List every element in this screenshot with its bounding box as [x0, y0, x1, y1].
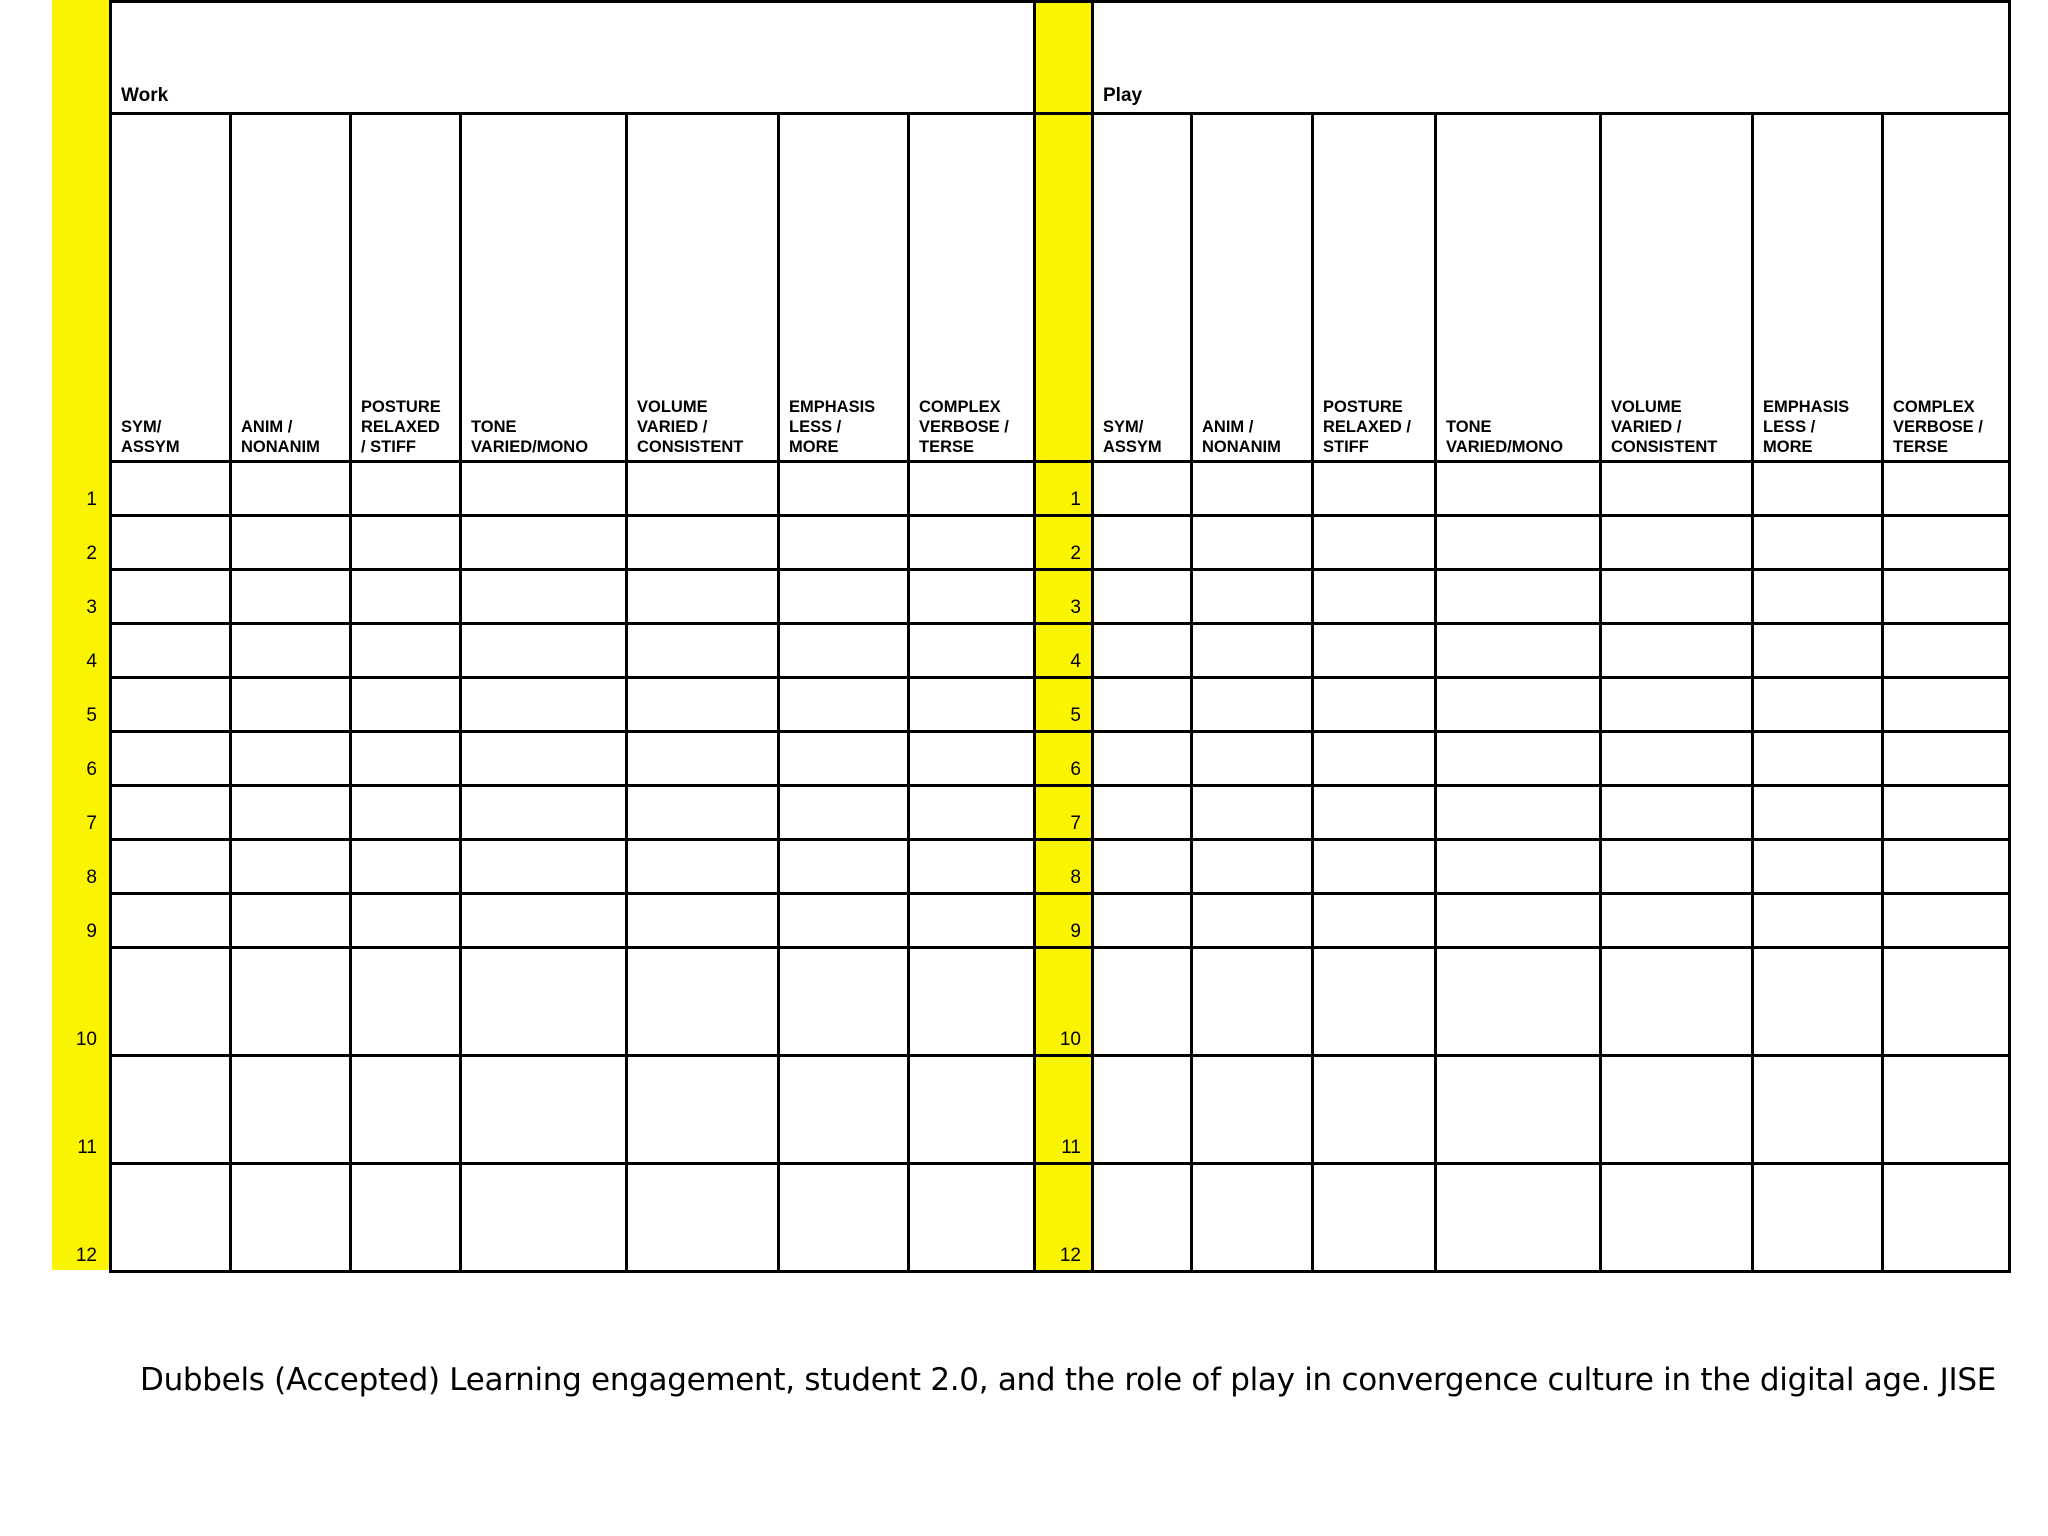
work-table-cell[interactable] — [628, 625, 777, 676]
play-table-cell[interactable] — [1754, 895, 1881, 946]
work-table-cell[interactable] — [780, 787, 907, 838]
play-table-cell[interactable] — [1314, 1165, 1434, 1270]
play-row-number: 4 — [1070, 651, 1081, 672]
play-table-cell[interactable] — [1437, 463, 1599, 514]
play-table-cell[interactable] — [1884, 733, 2008, 784]
work-table-cell[interactable] — [780, 679, 907, 730]
play-table-cell[interactable] — [1314, 1057, 1434, 1162]
work-row-number: 5 — [86, 705, 97, 726]
work-table-cell[interactable] — [910, 787, 1033, 838]
play-table-cell[interactable] — [1437, 679, 1599, 730]
grid-line — [1599, 112, 1602, 1273]
play-table-cell[interactable] — [1314, 949, 1434, 1054]
play-table-cell[interactable] — [1314, 841, 1434, 892]
grid-line — [1434, 112, 1437, 1273]
play-column-header: COMPLEX VERBOSE / TERSE — [1893, 398, 1983, 456]
work-table-cell[interactable] — [232, 625, 349, 676]
work-table-cell[interactable] — [462, 1165, 625, 1270]
work-table-cell[interactable] — [352, 571, 459, 622]
work-row-number: 10 — [75, 1029, 97, 1050]
work-table-cell[interactable] — [780, 625, 907, 676]
play-table-cell[interactable] — [1754, 679, 1881, 730]
play-table-cell[interactable] — [1193, 679, 1311, 730]
work-table-cell[interactable] — [910, 679, 1033, 730]
work-table-cell[interactable] — [462, 841, 625, 892]
grid-line — [109, 676, 2011, 679]
work-table-cell[interactable] — [910, 463, 1033, 514]
play-table-cell[interactable] — [1094, 517, 1190, 568]
work-table-cell[interactable] — [628, 787, 777, 838]
grid-line — [109, 0, 2011, 3]
grid-line — [1751, 112, 1754, 1273]
play-table-cell[interactable] — [1314, 787, 1434, 838]
play-table-cell[interactable] — [1754, 1057, 1881, 1162]
play-table-cell[interactable] — [1314, 463, 1434, 514]
play-column-header: EMPHASIS LESS / MORE — [1763, 398, 1850, 456]
work-table-cell[interactable] — [352, 679, 459, 730]
work-column-header: VOLUME VARIED / CONSISTENT — [637, 398, 744, 456]
play-table-cell[interactable] — [1884, 1165, 2008, 1270]
grid-line — [109, 568, 2011, 571]
grid-line — [625, 112, 628, 1273]
play-table-cell[interactable] — [1602, 625, 1751, 676]
work-table-cell[interactable] — [910, 1165, 1033, 1270]
play-row-number: 7 — [1070, 813, 1081, 834]
play-table-cell[interactable] — [1602, 949, 1751, 1054]
play-table-cell[interactable] — [1094, 463, 1190, 514]
play-table-cell[interactable] — [1754, 517, 1881, 568]
work-table-cell[interactable] — [780, 517, 907, 568]
play-table-cell[interactable] — [1884, 571, 2008, 622]
play-table-cell[interactable] — [1437, 895, 1599, 946]
play-table-cell[interactable] — [1094, 1165, 1190, 1270]
play-table-cell[interactable] — [1602, 895, 1751, 946]
work-table-cell[interactable] — [112, 787, 229, 838]
play-table-cell[interactable] — [1754, 571, 1881, 622]
work-table-cell[interactable] — [462, 895, 625, 946]
work-row-number: 6 — [86, 759, 97, 780]
play-table-cell[interactable] — [1193, 841, 1311, 892]
work-table-cell[interactable] — [352, 733, 459, 784]
work-column-header: SYM/ ASSYM — [121, 418, 180, 456]
play-table-cell[interactable] — [1094, 895, 1190, 946]
play-table-cell[interactable] — [1437, 625, 1599, 676]
work-row-number: 12 — [75, 1245, 97, 1266]
play-column-header: SYM/ ASSYM — [1103, 418, 1162, 456]
play-table-cell[interactable] — [1602, 1165, 1751, 1270]
grid-line — [109, 1270, 2011, 1273]
play-table-cell[interactable] — [1193, 895, 1311, 946]
work-table-cell[interactable] — [628, 733, 777, 784]
work-table-cell[interactable] — [462, 463, 625, 514]
work-table-cell[interactable] — [910, 895, 1033, 946]
grid-line — [1881, 112, 1884, 1273]
work-column-header: POSTURE RELAXED / STIFF — [361, 398, 441, 456]
work-row-number: 7 — [86, 813, 97, 834]
work-table-cell[interactable] — [232, 1057, 349, 1162]
work-table-cell[interactable] — [780, 463, 907, 514]
work-table-cell[interactable] — [628, 571, 777, 622]
grid-line — [109, 1054, 2011, 1057]
grid-line — [109, 838, 2011, 841]
work-table-cell[interactable] — [628, 1057, 777, 1162]
play-table-cell[interactable] — [1884, 841, 2008, 892]
work-table-cell[interactable] — [462, 787, 625, 838]
work-table-cell[interactable] — [112, 571, 229, 622]
grid-line — [109, 946, 2011, 949]
play-table-cell[interactable] — [1754, 625, 1881, 676]
grid-line — [1091, 0, 1094, 1273]
play-table-cell[interactable] — [1094, 1057, 1190, 1162]
work-table-cell[interactable] — [112, 1165, 229, 1270]
play-row-number: 2 — [1070, 543, 1081, 564]
play-table-cell[interactable] — [1754, 787, 1881, 838]
play-table-cell[interactable] — [1437, 949, 1599, 1054]
work-column-header: COMPLEX VERBOSE / TERSE — [919, 398, 1009, 456]
work-table-cell[interactable] — [910, 625, 1033, 676]
play-table-cell[interactable] — [1094, 571, 1190, 622]
work-row-number: 11 — [77, 1137, 97, 1158]
work-table-cell[interactable] — [112, 949, 229, 1054]
grid-line — [109, 0, 112, 1273]
play-table-cell[interactable] — [1094, 841, 1190, 892]
work-table-cell[interactable] — [352, 841, 459, 892]
work-table-cell[interactable] — [780, 895, 907, 946]
play-section-label: Play — [1103, 85, 1143, 106]
play-table-cell[interactable] — [1754, 1165, 1881, 1270]
work-column-header: ANIM / NONANIM — [241, 418, 320, 456]
work-section-label: Work — [121, 85, 169, 106]
play-table-cell[interactable] — [1884, 517, 2008, 568]
work-table-cell[interactable] — [112, 841, 229, 892]
play-row-number: 8 — [1070, 867, 1081, 888]
play-table-cell[interactable] — [1094, 949, 1190, 1054]
work-table-cell[interactable] — [462, 517, 625, 568]
work-table-cell[interactable] — [112, 1057, 229, 1162]
work-table-cell[interactable] — [112, 679, 229, 730]
play-table-cell[interactable] — [1602, 571, 1751, 622]
work-row-number: 4 — [86, 651, 97, 672]
grid-line — [2008, 0, 2011, 1273]
work-table-cell[interactable] — [910, 517, 1033, 568]
work-table-cell[interactable] — [352, 895, 459, 946]
play-table-cell[interactable] — [1437, 571, 1599, 622]
play-table-cell[interactable] — [1437, 841, 1599, 892]
play-table-cell[interactable] — [1602, 679, 1751, 730]
work-table-cell[interactable] — [780, 1165, 907, 1270]
play-table-cell[interactable] — [1193, 1165, 1311, 1270]
work-table-cell[interactable] — [232, 733, 349, 784]
play-table-cell[interactable] — [1884, 1057, 2008, 1162]
play-table-cell[interactable] — [1437, 1057, 1599, 1162]
play-table-cell[interactable] — [1602, 1057, 1751, 1162]
work-table-cell[interactable] — [628, 841, 777, 892]
work-table-cell[interactable] — [910, 733, 1033, 784]
play-table-cell[interactable] — [1094, 733, 1190, 784]
play-row-number: 10 — [1059, 1029, 1081, 1050]
work-table-cell[interactable] — [232, 679, 349, 730]
play-table-cell[interactable] — [1602, 733, 1751, 784]
work-table-cell[interactable] — [628, 517, 777, 568]
work-table-cell[interactable] — [628, 679, 777, 730]
work-table-cell[interactable] — [232, 895, 349, 946]
play-table-cell[interactable] — [1437, 787, 1599, 838]
play-table-cell[interactable] — [1884, 625, 2008, 676]
work-row-number: 8 — [86, 867, 97, 888]
work-table-cell[interactable] — [352, 787, 459, 838]
play-table-cell[interactable] — [1437, 733, 1599, 784]
play-row-number: 5 — [1070, 705, 1081, 726]
work-table-cell[interactable] — [112, 895, 229, 946]
grid-line — [777, 112, 780, 1273]
work-row-number: 9 — [86, 921, 97, 942]
work-table-cell[interactable] — [628, 1165, 777, 1270]
work-table-cell[interactable] — [780, 733, 907, 784]
grid-line — [1033, 0, 1036, 1273]
work-table-cell[interactable] — [628, 463, 777, 514]
play-table-cell[interactable] — [1193, 625, 1311, 676]
work-table-cell[interactable] — [232, 787, 349, 838]
grid-line — [459, 112, 462, 1273]
play-table-cell[interactable] — [1884, 895, 2008, 946]
play-table-cell[interactable] — [1884, 949, 2008, 1054]
grid-line — [907, 112, 910, 1273]
grid-line — [109, 730, 2011, 733]
work-table-cell[interactable] — [232, 463, 349, 514]
play-table-cell[interactable] — [1314, 733, 1434, 784]
play-table-cell[interactable] — [1754, 463, 1881, 514]
work-column-header: TONE VARIED/MONO — [471, 418, 589, 456]
work-table-cell[interactable] — [232, 841, 349, 892]
play-table-cell[interactable] — [1094, 787, 1190, 838]
play-table-cell[interactable] — [1314, 679, 1434, 730]
play-row-number: 6 — [1070, 759, 1081, 780]
work-table-cell[interactable] — [462, 733, 625, 784]
play-table-cell[interactable] — [1193, 571, 1311, 622]
work-table-cell[interactable] — [628, 895, 777, 946]
play-row-number: 12 — [1059, 1245, 1081, 1266]
grid-line — [109, 622, 2011, 625]
work-table-cell[interactable] — [462, 625, 625, 676]
work-table-cell[interactable] — [628, 949, 777, 1054]
play-table-cell[interactable] — [1884, 463, 2008, 514]
work-table-cell[interactable] — [232, 571, 349, 622]
work-table-cell[interactable] — [352, 463, 459, 514]
grid-line — [109, 112, 2011, 115]
grid-line — [109, 892, 2011, 895]
work-row-number: 2 — [86, 543, 97, 564]
play-table-cell[interactable] — [1884, 787, 2008, 838]
work-table-cell[interactable] — [352, 949, 459, 1054]
play-table-cell[interactable] — [1193, 463, 1311, 514]
grid-line — [229, 112, 232, 1273]
work-table-cell[interactable] — [112, 625, 229, 676]
grid-line — [1311, 112, 1314, 1273]
work-table-cell[interactable] — [462, 1057, 625, 1162]
work-table-cell[interactable] — [112, 463, 229, 514]
play-table-cell[interactable] — [1754, 841, 1881, 892]
work-table-cell[interactable] — [780, 841, 907, 892]
work-table-cell[interactable] — [780, 949, 907, 1054]
play-table-cell[interactable] — [1314, 571, 1434, 622]
work-table-cell[interactable] — [232, 949, 349, 1054]
play-row-number: 9 — [1070, 921, 1081, 942]
play-table-cell[interactable] — [1437, 1165, 1599, 1270]
play-table-cell[interactable] — [1094, 679, 1190, 730]
play-row-number: 11 — [1061, 1137, 1081, 1158]
play-table-cell[interactable] — [1602, 787, 1751, 838]
play-table-cell[interactable] — [1193, 1057, 1311, 1162]
play-table-cell[interactable] — [1193, 517, 1311, 568]
work-table-cell[interactable] — [112, 517, 229, 568]
work-row-number-column — [52, 0, 109, 1270]
citation: Dubbels (Accepted) Learning engagement, student 2.0, and the role of play in convergence culture in the digital age. JISE — [140, 1362, 1997, 1398]
work-table-cell[interactable] — [352, 1165, 459, 1270]
play-table-cell[interactable] — [1754, 949, 1881, 1054]
work-table-cell[interactable] — [462, 679, 625, 730]
play-table-cell[interactable] — [1314, 895, 1434, 946]
grid-line — [349, 112, 352, 1273]
play-table-cell[interactable] — [1602, 463, 1751, 514]
play-row-number-column — [1033, 0, 1091, 1270]
play-table-cell[interactable] — [1314, 517, 1434, 568]
play-column-header: VOLUME VARIED / CONSISTENT — [1611, 398, 1718, 456]
play-table-cell[interactable] — [1754, 733, 1881, 784]
grid-line — [109, 784, 2011, 787]
work-column-header: EMPHASIS LESS / MORE — [789, 398, 876, 456]
work-table-cell[interactable] — [462, 949, 625, 1054]
work-table-cell[interactable] — [910, 841, 1033, 892]
work-table-cell[interactable] — [232, 1165, 349, 1270]
work-table-cell[interactable] — [910, 571, 1033, 622]
play-row-number: 3 — [1070, 597, 1081, 618]
work-table-cell[interactable] — [352, 625, 459, 676]
play-table-cell[interactable] — [1437, 517, 1599, 568]
play-row-number: 1 — [1070, 489, 1081, 510]
work-table-cell[interactable] — [780, 1057, 907, 1162]
play-table-cell[interactable] — [1602, 517, 1751, 568]
play-table-cell[interactable] — [1193, 787, 1311, 838]
work-table-cell[interactable] — [910, 1057, 1033, 1162]
play-column-header: POSTURE RELAXED / STIFF — [1323, 398, 1412, 456]
work-row-number: 1 — [86, 489, 97, 510]
grid-line — [109, 460, 2011, 463]
grid-line — [1190, 112, 1193, 1273]
play-column-header: TONE VARIED/MONO — [1446, 418, 1564, 456]
work-table-cell[interactable] — [910, 949, 1033, 1054]
play-table-cell[interactable] — [1094, 625, 1190, 676]
play-column-header: ANIM / NONANIM — [1202, 418, 1281, 456]
grid-line — [109, 1162, 2011, 1165]
play-table-cell[interactable] — [1193, 949, 1311, 1054]
work-row-number: 3 — [86, 597, 97, 618]
grid-line — [109, 514, 2011, 517]
work-table-cell[interactable] — [462, 571, 625, 622]
play-table-cell[interactable] — [1193, 733, 1311, 784]
work-table-cell[interactable] — [112, 733, 229, 784]
play-table-cell[interactable] — [1602, 841, 1751, 892]
play-table-cell[interactable] — [1314, 625, 1434, 676]
work-table-cell[interactable] — [352, 517, 459, 568]
work-table-cell[interactable] — [780, 571, 907, 622]
play-table-cell[interactable] — [1884, 679, 2008, 730]
work-table-cell[interactable] — [352, 1057, 459, 1162]
work-table-cell[interactable] — [232, 517, 349, 568]
